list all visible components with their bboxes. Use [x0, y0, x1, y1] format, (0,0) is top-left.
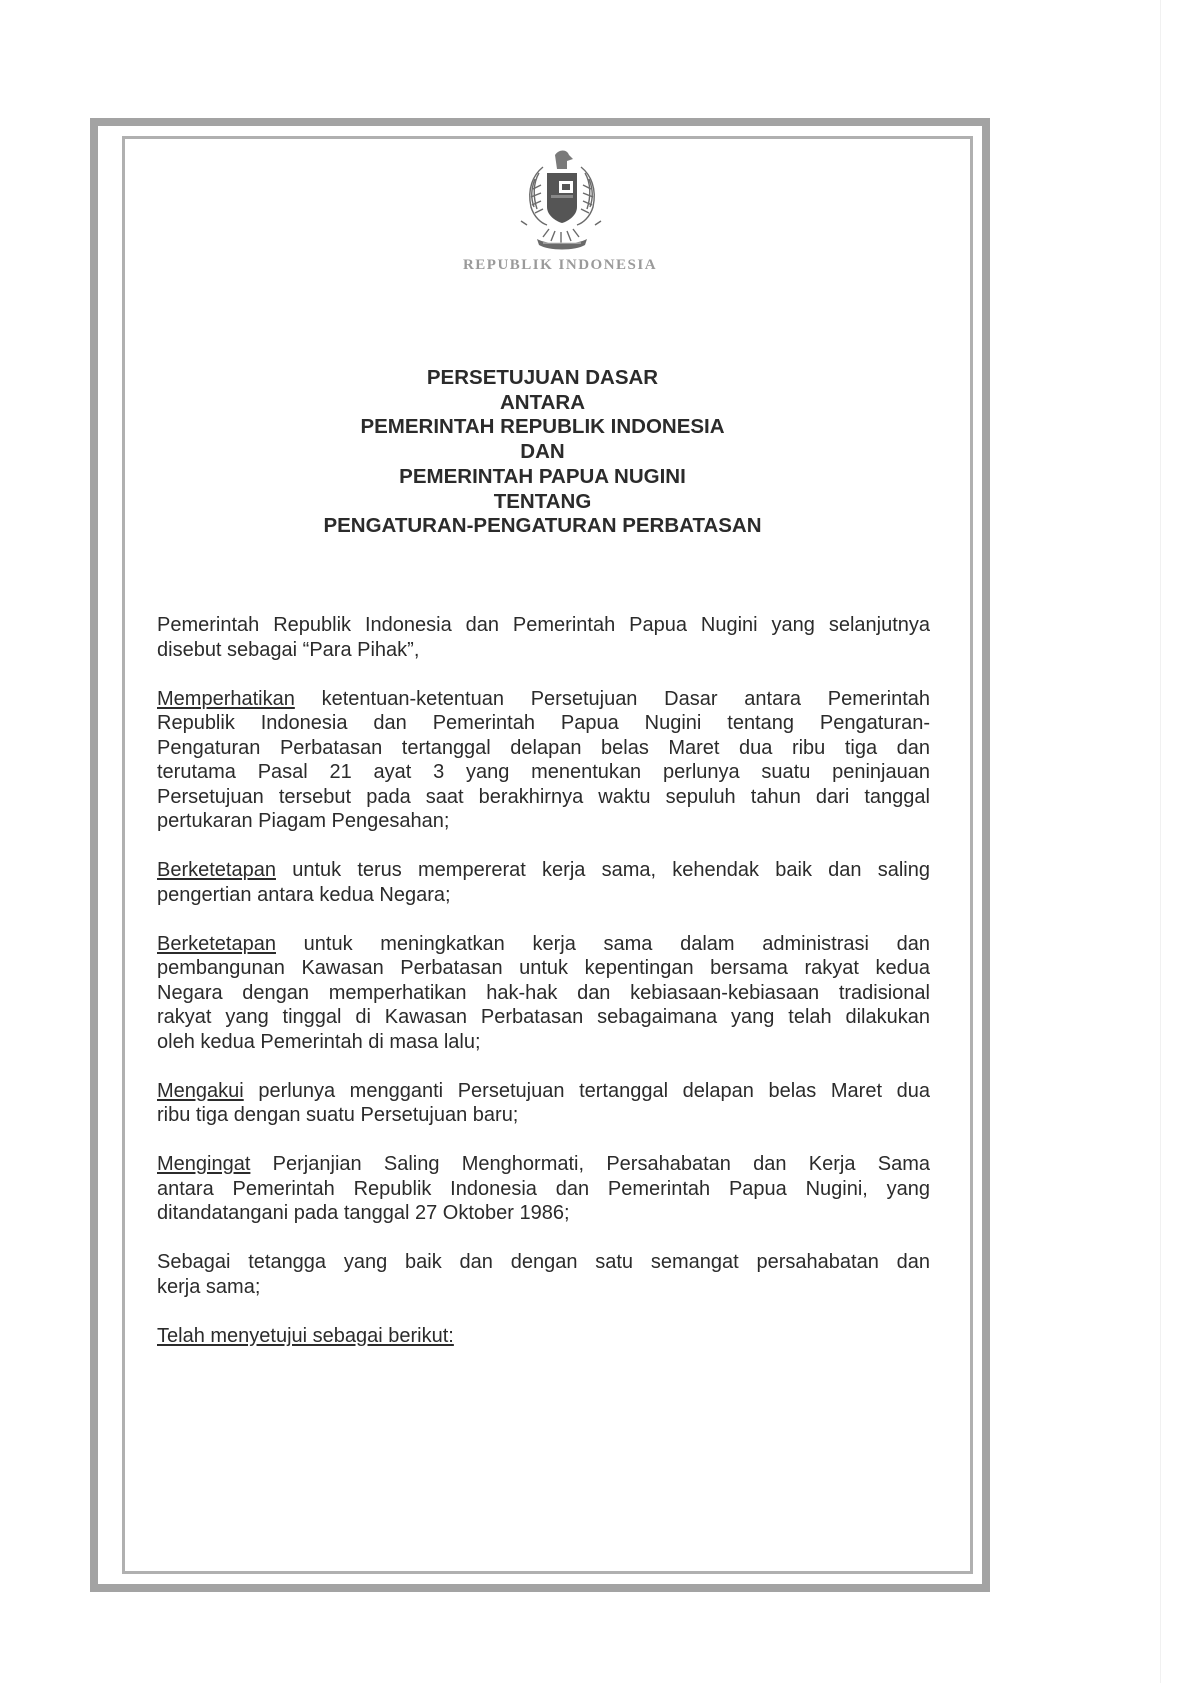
- page-edge: [1160, 0, 1161, 1683]
- title-line: ANTARA: [499, 390, 586, 414]
- text-line: pengertian antara kedua Negara;: [157, 883, 451, 906]
- text-line: rakyat yang tinggal di Kawasan Perbatasan sebagaimana yang telah dilakukan: [157, 1006, 930, 1028]
- text-line: pembangunan Kawasan Perbatasan untuk kepentingan bersama rakyat kedua: [157, 957, 930, 979]
- paragraph-mengakui: [157, 1079, 930, 1128]
- title-line: PEMERINTAH REPUBLIK INDONESIA: [360, 415, 725, 439]
- text-line: Negara dengan memperhatikan hak-hak dan kebiasaan-kebiasaan tradisional: [157, 981, 930, 1004]
- underlined-lead: Mengingat: [157, 1153, 251, 1175]
- closing-statement: [157, 1324, 930, 1349]
- text-line: antara Pemerintah Republik Indonesia dan Pemerintah Papua Nugini, yang: [157, 1177, 930, 1200]
- underlined-lead: Berketetapan: [157, 932, 276, 955]
- text-line: Mengingat Perjanjian Saling Menghormati, Persahabatan dan Kerja Sama: [157, 1153, 930, 1175]
- text-line: Persetujuan tersebut pada saat berakhirnya waktu sepuluh tahun dari tanggal: [157, 785, 930, 808]
- text-line: oleh kedua Pemerintah di masa lalu;: [157, 1030, 481, 1053]
- title-line: TENTANG: [493, 489, 592, 513]
- garuda-emblem-icon: [503, 145, 619, 257]
- text-line: Memperhatikan ketentuan-ketentuan Persetujuan Dasar antara Pemerintah: [157, 687, 930, 710]
- underlined-lead: Berketetapan: [157, 859, 276, 881]
- closing-text: Telah menyetujui sebagai berikut:: [157, 1324, 454, 1347]
- text-line: Pemerintah Republik Indonesia dan Pemerintah Papua Nugini yang selanjutnya: [157, 614, 930, 636]
- document-title: [0, 366, 1085, 539]
- paragraph-parties: [157, 613, 930, 662]
- text-line: Mengakui perlunya mengganti Persetujuan tertanggal delapan belas Maret dua: [157, 1079, 930, 1102]
- text-line: kerja sama;: [157, 1275, 261, 1298]
- text-line: Sebagai tetangga yang baik dan dengan satu semangat persahabatan dan: [157, 1251, 930, 1273]
- title-line: PEMERINTAH PAPUA NUGINI: [399, 464, 686, 488]
- text-line: Berketetapan untuk terus mempererat kerja sama, kehendak baik dan saling: [157, 859, 930, 881]
- text-line: ribu tiga dengan suatu Persetujuan baru;: [157, 1104, 519, 1126]
- text-line: Pengaturan Perbatasan tertanggal delapan belas Maret dua ribu tiga dan: [157, 736, 930, 759]
- text-line: disebut sebagai “Para Pihak”,: [157, 638, 420, 661]
- text-line: pertukaran Piagam Pengesahan;: [157, 810, 450, 832]
- text-line: Berketetapan untuk meningkatkan kerja sama dalam administrasi dan: [157, 932, 930, 955]
- document-body: [157, 613, 930, 1373]
- paragraph-berketetapan-2: [157, 932, 930, 1055]
- paragraph-berketetapan-1: [157, 858, 930, 907]
- title-line: DAN: [520, 440, 565, 464]
- paragraph-mengingat: [157, 1152, 930, 1226]
- text-line: Republik Indonesia dan Pemerintah Papua Nugini tentang Pengaturan-: [157, 712, 930, 734]
- title-line: PENGATURAN-PENGATURAN PERBATASAN: [323, 514, 762, 538]
- paragraph-sebagai-tetangga: [157, 1250, 930, 1299]
- paragraph-memperhatikan: [157, 687, 930, 834]
- text-line: terutama Pasal 21 ayat 3 yang menentukan perlunya suatu peninjauan: [157, 761, 930, 783]
- country-label: REPUBLIK INDONESIA: [462, 257, 658, 273]
- text-line: ditandatangani pada tanggal 27 Oktober 1986;: [157, 1202, 570, 1224]
- title-line: PERSETUJUAN DASAR: [426, 366, 659, 389]
- underlined-lead: Memperhatikan: [157, 687, 295, 710]
- underlined-lead: Mengakui: [157, 1079, 244, 1102]
